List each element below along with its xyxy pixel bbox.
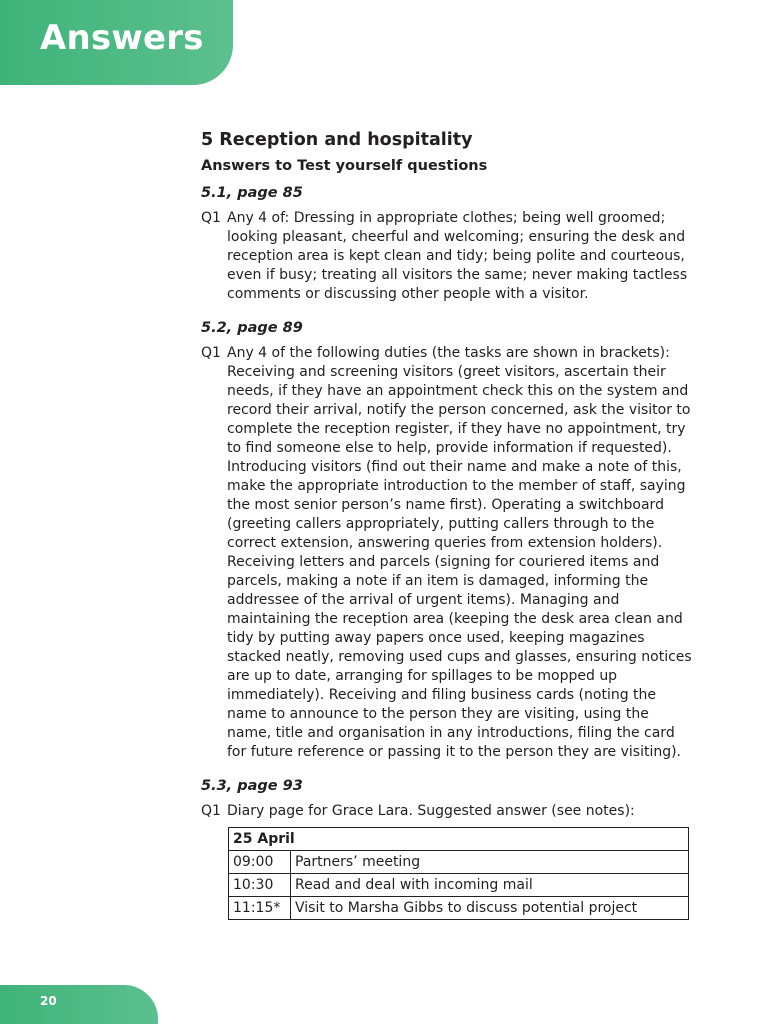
answer-text: Diary page for Grace Lara. Suggested answer (see notes): [227,803,635,819]
diary-entry: Visit to Marsha Gibbs to discuss potential project [291,897,689,920]
question-label: Q1 [201,803,221,819]
answer-5-2-q1 [201,344,696,762]
table-row [229,851,689,874]
answer-text: Any 4 of: Dressing in appropriate clothes; being well groomed; looking pleasant, cheerful and welcoming; ensuring the desk and reception area is kept clean and tidy; being polite and courteous, even if busy; treating all visitors the same; never making tactless comments or discussing other people with a visitor. [227,210,688,302]
page-content [201,128,696,920]
diary-time: 09:00 [229,851,291,874]
footer-tab [0,985,158,1024]
chapter-title: 5 Reception and hospitality [201,130,473,150]
part-heading-5-1: 5.1, page 85 [201,185,303,201]
header-title: Answers [40,18,204,58]
answer-5-1-q1 [201,209,696,304]
answer-text: Any 4 of the following duties (the tasks are shown in brackets): Receiving and screening visitors (greet visitors, ascertain their needs, if they have an appointment check this on the system and record their arrival, notify the person concerned, ask the visitor to complete the reception register, if they have no appointment, try to find someone else to help, provide information if requested). Introducing visitors (find out their name and make a note of this, make the appropriate introduction to the member of staff, saying the most senior person’s name first). Operating a switchboard (greeting callers appropriately, putting callers through to the correct extension, answering queries from extension holders). Receiving letters and parcels (signing for couriered items and parcels, making a note if an item is damaged, informing the addressee of the arrival of urgent items). Managing and maintaining the reception area (keeping the desk area clean and tidy by putting away papers once used, keeping magazines stacked neatly, removing used cups and glasses, ensuring notices are up to date, arranging for spillages to be mopped up immediately). Receiving and filing business cards (noting the name to announce to the person they are visiting, using the name, title and organisation in any introductions, filing the card for future reference or passing it to the person they are visiting). [227,345,692,760]
answer-5-3-q1 [201,802,696,821]
diary-table [228,827,689,920]
diary-entry: Read and deal with incoming mail [291,874,689,897]
part-heading-5-3: 5.3, page 93 [201,778,303,794]
diary-entry: Partners’ meeting [291,851,689,874]
diary-date-row [229,828,689,851]
table-row [229,897,689,920]
section-title: Answers to Test yourself questions [201,158,488,174]
question-label: Q1 [201,345,221,361]
diary-time: 11:15* [229,897,291,920]
part-heading-5-2: 5.2, page 89 [201,320,303,336]
question-label: Q1 [201,210,221,226]
answers-header-tab [0,0,233,85]
page-number: 20 [40,994,57,1008]
diary-date: 25 April [229,828,689,851]
diary-time: 10:30 [229,874,291,897]
table-row [229,874,689,897]
